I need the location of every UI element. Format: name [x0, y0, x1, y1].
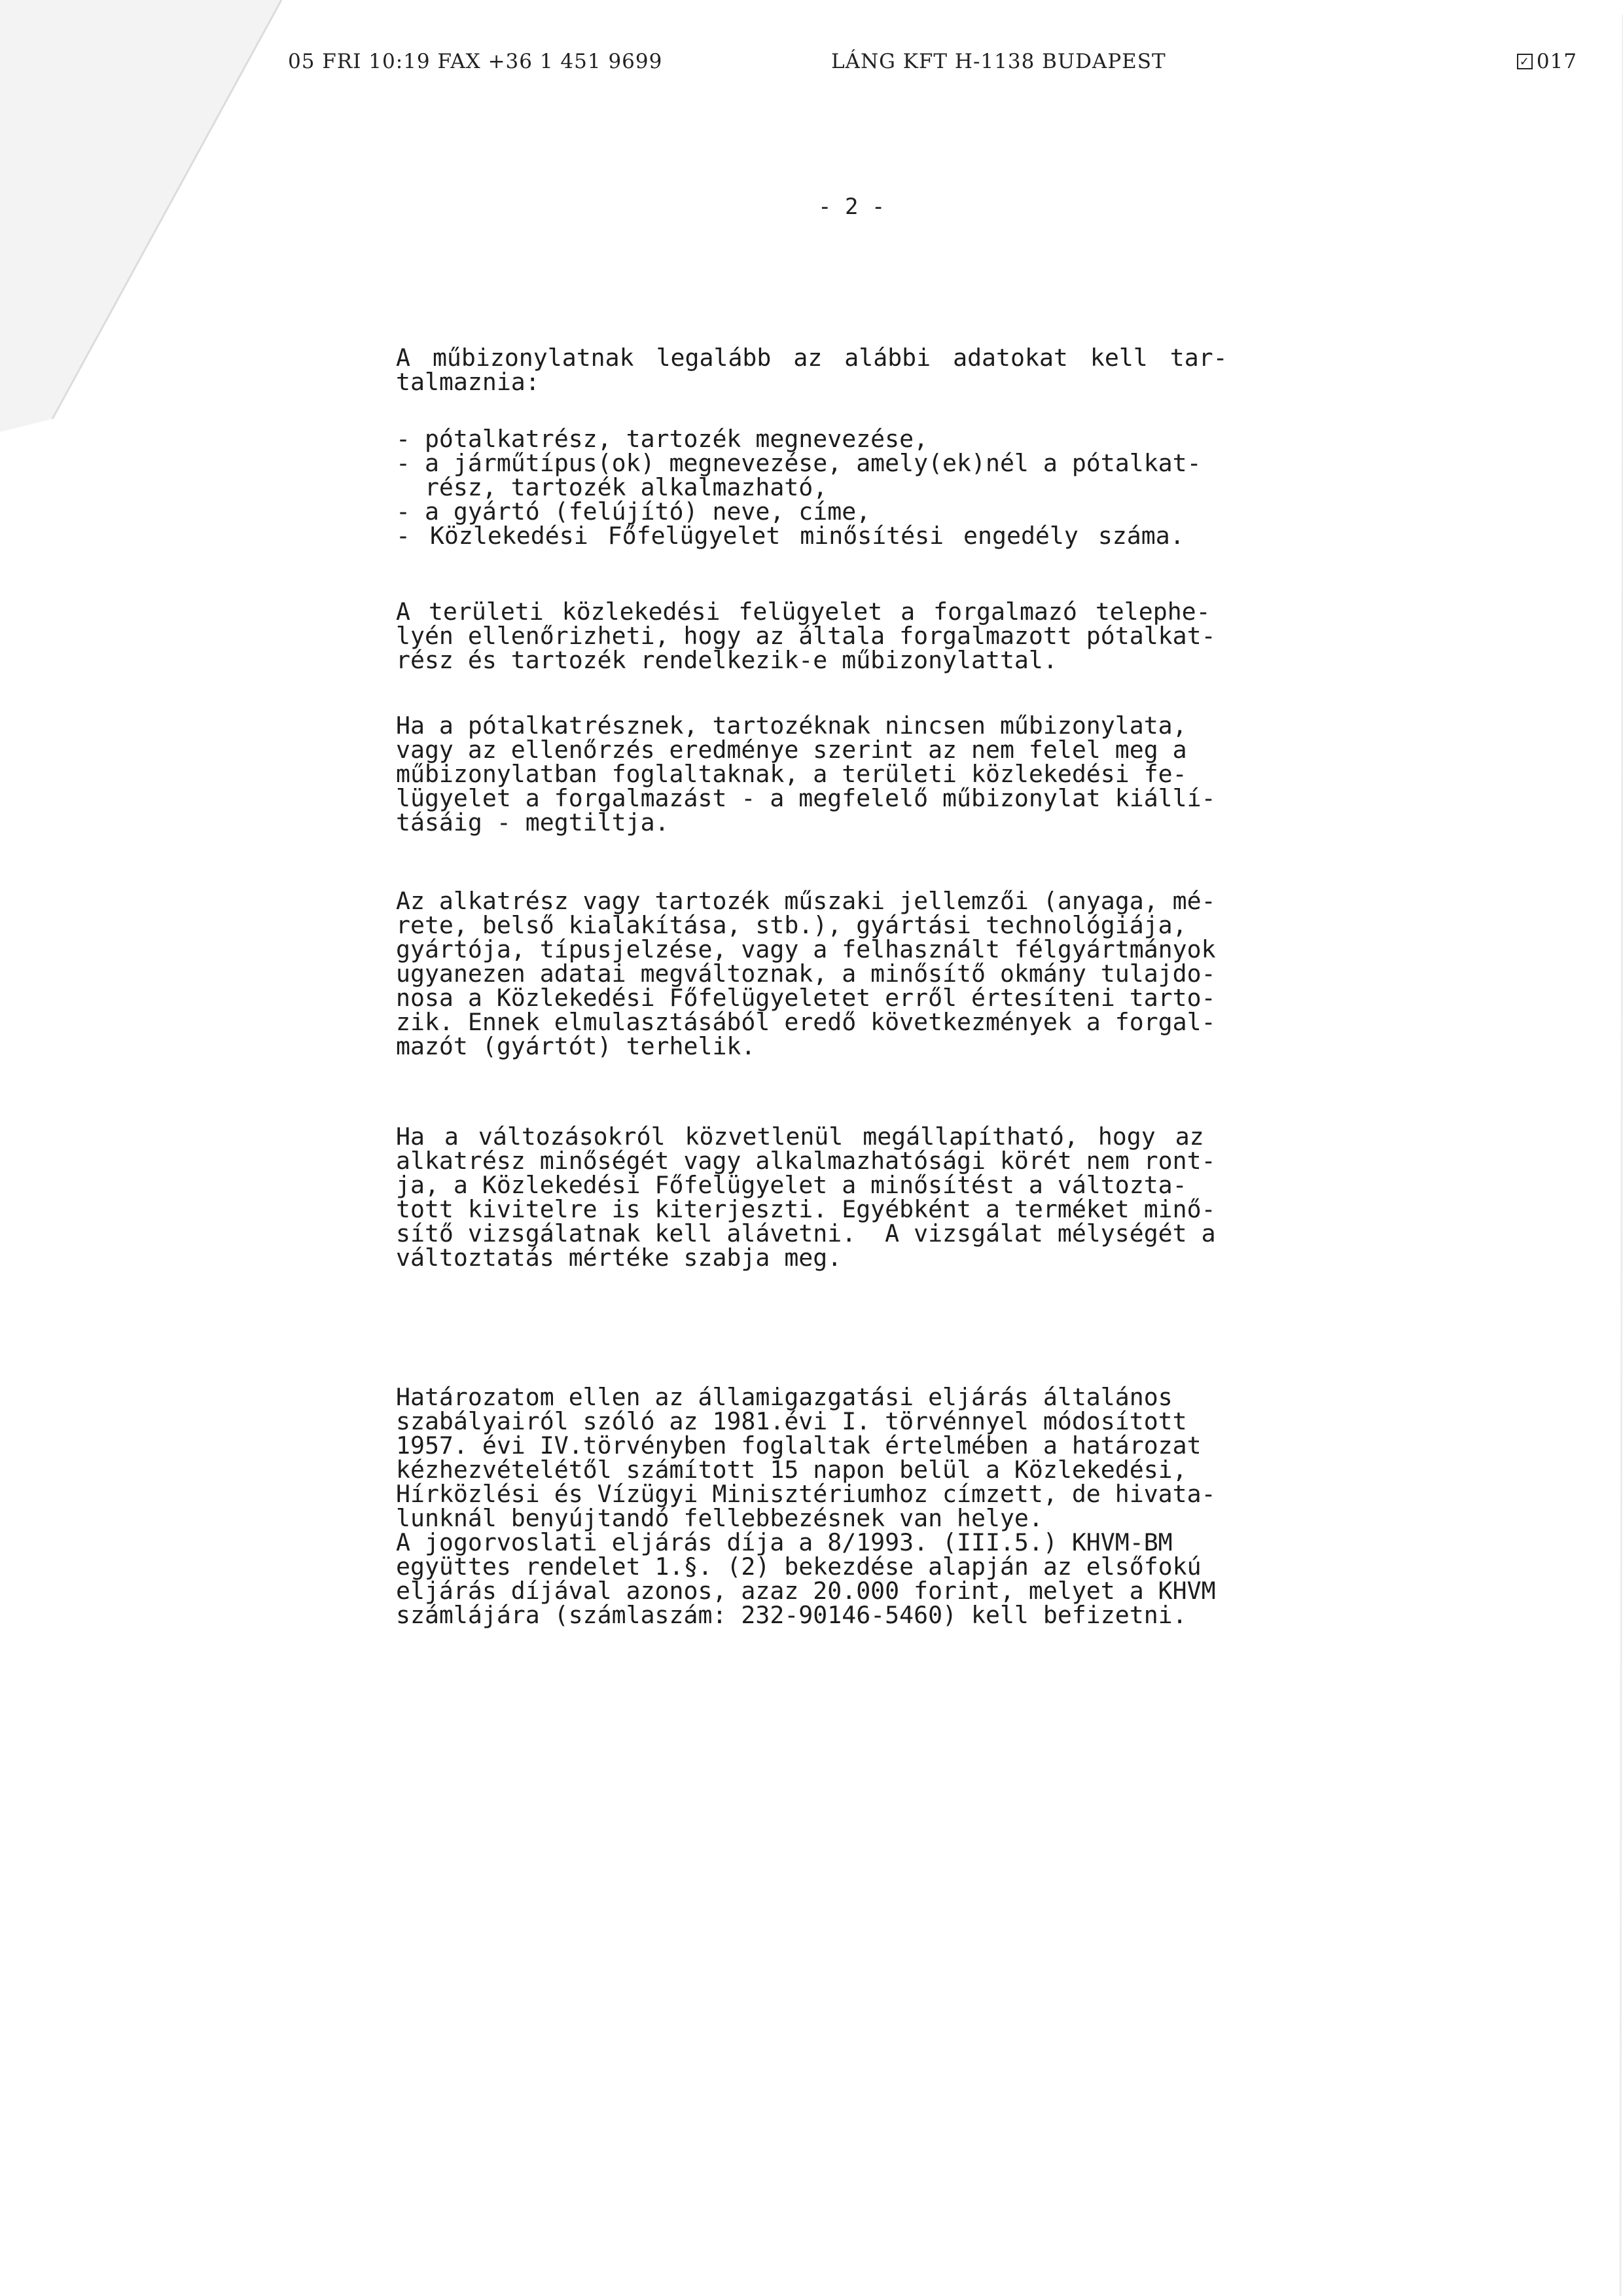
text-line: nosa a Közlekedési Főfelügyeletet erről értesíteni tarto- — [396, 984, 1216, 1012]
text-line: 1957. évi IV.törvényben foglaltak értelmében a határozat — [396, 1431, 1202, 1460]
text-line: talmaznia: — [396, 368, 540, 396]
list-item: rész, tartozék alkalmazható, — [396, 473, 828, 501]
text-line: szabályairól szóló az 1981.évi I. törvénnyel módosított — [396, 1407, 1187, 1435]
text-line: Hírközlési és Vízügyi Minisztériumhoz címzett, de hivata- — [396, 1480, 1216, 1508]
fax-header-sender: 05 FRI 10:19 FAX +36 1 451 9699 — [288, 50, 663, 73]
text-line: számlájára (számlaszám: 232-90146-5460) kell befizetni. — [396, 1601, 1187, 1629]
paragraph-content-requirements — [396, 346, 1443, 394]
text-line: kézhezvételétől számított 15 napon belül a Közlekedési, — [396, 1456, 1187, 1484]
paragraph-inspection — [396, 600, 1443, 672]
text-line: A jogorvoslati eljárás díja a 8/1993. (III.5.) KHVM-BM — [396, 1528, 1173, 1556]
text-line: Ha a változásokról közvetlenül megállapítható, hogy az — [396, 1122, 1204, 1151]
text-line: Határozatom ellen az államigazgatási eljárás általános — [396, 1383, 1173, 1411]
paragraph-technical-changes — [396, 889, 1443, 1058]
text-line: együttes rendelet 1.§. (2) bekezdése alapján az elsőfokú — [396, 1552, 1202, 1581]
paragraph-appeal — [396, 1385, 1443, 1627]
fax-page-number: 017 — [1536, 50, 1577, 73]
text-line: A területi közlekedési felügyelet a forgalmazó telephe- — [396, 598, 1211, 626]
text-line: sítő vizsgálatnak kell alávetni. A vizsgálat mélységét a — [396, 1219, 1216, 1247]
paragraph-extension — [396, 1124, 1443, 1270]
requirements-list — [396, 427, 1443, 548]
text-line: tásáig - megtiltja. — [396, 808, 669, 836]
paragraph-prohibition — [396, 713, 1443, 834]
text-line: műbizonylatban foglaltaknak, a területi közlekedési fe- — [396, 760, 1187, 788]
text-line: tott kivitelre is kiterjeszti. Egyébként a terméket minő- — [396, 1195, 1216, 1223]
text-line: A műbizonylatnak legalább az alábbi adatokat kell tar- — [396, 344, 1228, 372]
text-line: Ha a pótalkatrésznek, tartozéknak nincsen műbizonylata, — [396, 711, 1187, 740]
text-line: lunknál benyújtandó fellebbezésnek van helye. — [396, 1504, 1043, 1532]
list-item: - Közlekedési Főfelügyelet minősítési engedély száma. — [396, 522, 1185, 550]
checkbox-icon: ✓ — [1517, 54, 1533, 69]
text-line: változtatás mértéke szabja meg. — [396, 1244, 842, 1272]
text-line: rész és tartozék rendelkezik-e műbizonylattal. — [396, 646, 1058, 674]
page-number: - 2 - — [818, 194, 885, 220]
text-line: Az alkatrész vagy tartozék műszaki jellemzői (anyaga, mé- — [396, 887, 1216, 915]
text-line: rete, belső kialakítása, stb.), gyártási technológiája, — [396, 911, 1187, 939]
list-item: - a járműtípus(ok) megnevezése, amely(ek)nél a pótalkat- — [396, 449, 1202, 477]
fax-header — [288, 50, 1577, 82]
text-line: zik. Ennek elmulasztásából eredő következmények a forgal- — [396, 1008, 1216, 1036]
text-line: ja, a Közlekedési Főfelügyelet a minősítést a változta- — [396, 1171, 1187, 1199]
fax-header-page-count — [1517, 50, 1577, 73]
text-line: ugyanezen adatai megváltoznak, a minősítő okmány tulajdo- — [396, 960, 1216, 988]
text-line: gyártója, típusjelzése, vagy a felhasznált félgyártmányok — [396, 935, 1216, 963]
list-item: - a gyártó (felújító) neve, címe, — [396, 497, 871, 526]
text-line: lyén ellenőrizheti, hogy az általa forgalmazott pótalkat- — [396, 622, 1216, 650]
text-line: alkatrész minőségét vagy alkalmazhatósági körét nem ront- — [396, 1147, 1216, 1175]
text-line: lügyelet a forgalmazást - a megfelelő műbizonylat kiállí- — [396, 784, 1216, 812]
text-line: vagy az ellenőrzés eredménye szerint az nem felel meg a — [396, 736, 1187, 764]
fax-header-company: LÁNG KFT H-1138 BUDAPEST — [831, 50, 1166, 73]
text-line: mazót (gyártót) terhelik. — [396, 1032, 756, 1060]
list-item: - pótalkatrész, tartozék megnevezése, — [396, 425, 929, 453]
text-line: eljárás díjával azonos, azaz 20.000 forint, melyet a KHVM — [396, 1577, 1216, 1605]
